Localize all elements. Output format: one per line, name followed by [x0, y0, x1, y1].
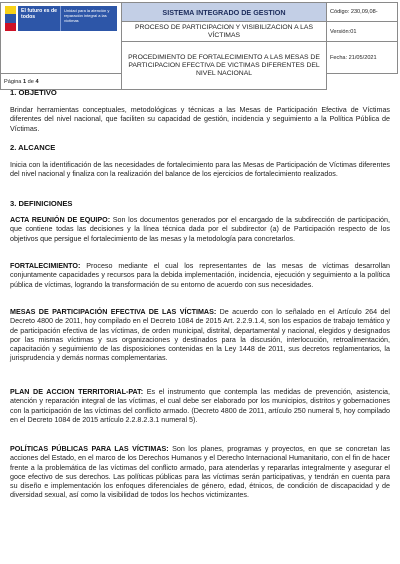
definition-paragraph	[10, 216, 390, 244]
definition-paragraph	[10, 262, 390, 290]
section-alcance-heading: 2. ALCANCE	[10, 143, 56, 152]
document-header-table	[0, 2, 398, 90]
definition-paragraph	[10, 445, 390, 501]
page-of: de	[27, 78, 34, 85]
definition-term: ACTA REUNIÓN DE EQUIPO:	[10, 216, 111, 224]
definition-text: De acuerdo con lo señalado en el Artículo 264 del Decreto 4800 de 2011, hoy compilado en el Decreto 1084 de 2015 Art. 2.2.9.1.4, son los espacios de trabajo temático y de participación efectiva de las víctimas, de orden municipal, distrital, departamental y nacional, elegidos y designados por las mismas víctimas y sus organizaciones y destinados para la discusión, interlocución, retroalimentación, capacitación y seguimiento de las disposiciones contenidas en la Ley 1448 de 2011, sus decretos reglamentarios, la jurisprudencia y demás normas complementarias.	[10, 308, 390, 363]
code-field: Código: 230,09,08-	[327, 3, 398, 22]
page-label: Página	[4, 78, 22, 85]
definition-term: PLAN DE ACCION TERRITORIAL-PAT:	[10, 388, 144, 396]
definition-term: MESAS DE PARTICIPACIÓN EFECTIVA DE LAS VÍCTIMAS:	[10, 308, 217, 316]
institution-logo	[5, 6, 117, 31]
procedure-title: PROCEDIMIENTO DE FORTALECIMIENTO A LAS MESAS DE PARTICIPACION EFECTIVA DE VICTIMAS DIFERENTES DEL NIVEL NACIONAL	[122, 42, 327, 90]
definition-paragraph	[10, 388, 390, 425]
brand-text: El futuro es de todos	[18, 6, 60, 31]
page-current: 1	[22, 78, 27, 85]
section-definiciones-heading: 3. DEFINICIONES	[10, 199, 73, 208]
definition-text: Proceso mediante el cual los representantes de las mesas de víctimas desarrollan conjuntamente capacidades y recursos para la debida implementación, incidencia, ejecución y seguimiento a la política pública de víctimas, logrando la transformación de su entorno de acuerdo con sus necesidades.	[10, 262, 390, 289]
definition-text: Es el instrumento que contempla las medidas de prevención, asistencia, atención y reparación integral de las víctimas, el cual debe ser elaborado por los municipios, distritos y gobernaciones con la participación de las víctimas del conflicto armado. (Decreto 4800 de 2011, artículo 250 numeral 5, hoy compilado en el Decreto 1084 de 2015 artículo 2.2.8.2.3.1 numeral 5).	[10, 388, 390, 424]
page-total: 4	[35, 78, 39, 85]
logo-cell	[1, 3, 122, 74]
definition-term: FORTALECIMIENTO:	[10, 262, 81, 270]
process-title: PROCESO DE PARTICIPACION Y VISIBILIZACION A LAS VÍCTIMAS	[122, 22, 327, 42]
version-field: Versión:01	[327, 22, 398, 42]
definition-paragraph	[10, 308, 390, 364]
date-field: Fecha: 21/05/2021	[327, 42, 398, 74]
system-title: SISTEMA INTEGRADO DE GESTION	[122, 3, 327, 22]
section-objetivo-text: Brindar herramientas conceptuales, metodológicas y técnicas a las Mesas de Participación Efectiva de Víctimas diferentes del nivel nacional, que faciliten su capacidad de gestión, incidencia y seguimiento a la Política Pública de Víctimas.	[10, 106, 390, 133]
definition-text: Son los documentos generados por el encargado de la subdirección de participación, que contiene todas las decisiones y la línea técnica dada por el subdirector (a) de Participación respecto de los objetivos que persigue el fortalecimiento de las mesas y la metodología para concretarlos.	[10, 216, 390, 243]
unit-text: Unidad para la atención y reparación integral a las víctimas	[60, 6, 117, 31]
colombia-flag-icon	[5, 6, 16, 31]
section-objetivo-heading: 1. OBJETIVO	[10, 88, 57, 97]
section-alcance-text: Inicia con la identificación de las necesidades de fortalecimiento para las Mesas de Participación de Víctimas diferentes del nivel nacional y finaliza con la realización del balance de los ejercicios de fortalecimiento realizados.	[10, 161, 390, 179]
definition-text: Son los planes, programas y proyectos, en que se concretan las acciones del Estado, en el marco de los Derechos Humanos y el Derecho Internacional Humanitario, con el fin de hacer frente a la problemática de las víctimas del conflicto armado, para atenderlas y repararlas integralmente y asegurar el goce efectivo de sus derechos. Las políticas públicas para las víctimas serán participativas, y tendrán en cuenta para su diseño e implementación los enfoques diferenciales de género, edad, étnicos, de condición de discapacidad y de diversidad sexual, así como la visibilidad de todos los hechos victimizantes.	[10, 445, 391, 500]
definition-term: POLÍTICAS PÚBLICAS PARA LAS VÍCTIMAS:	[10, 445, 169, 453]
